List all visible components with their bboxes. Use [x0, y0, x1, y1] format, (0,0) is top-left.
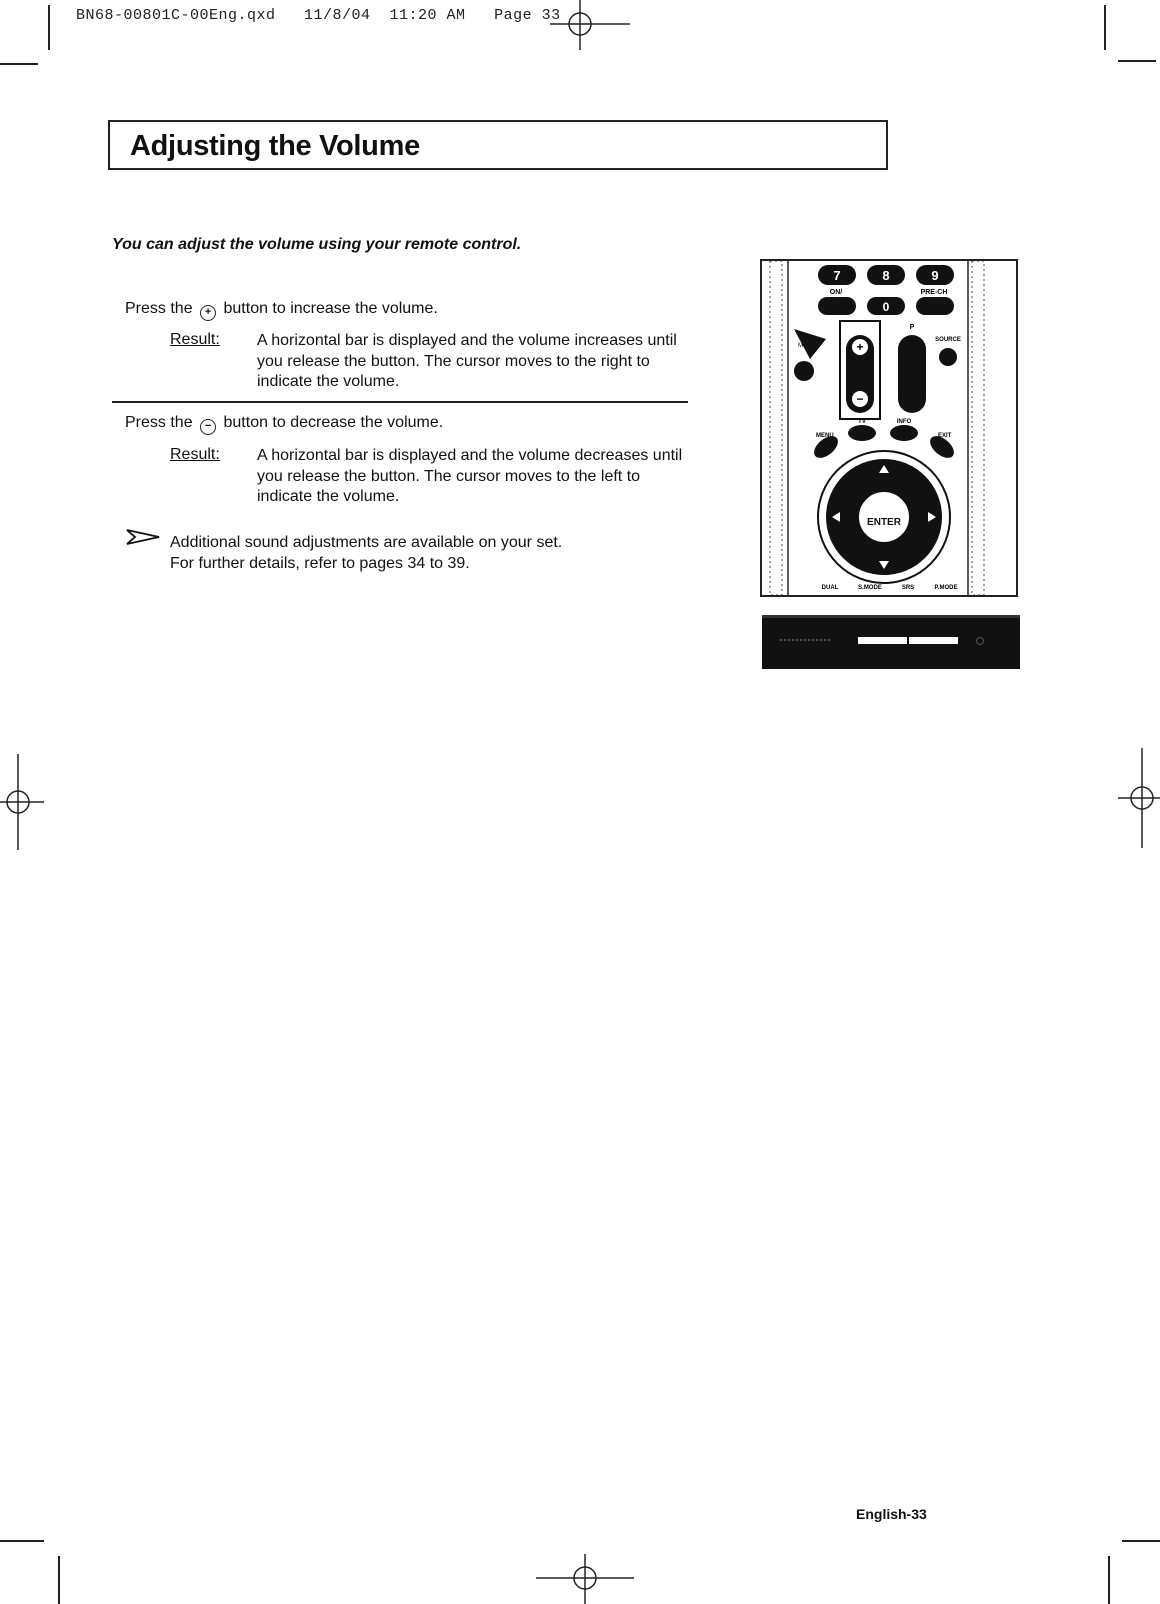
digit-0-label: 0 [882, 300, 890, 314]
crop-mark [1104, 5, 1106, 50]
step-2-result-label: Result: [170, 446, 220, 463]
pmode-label: P.MODE [934, 585, 958, 591]
srs-label: SRS [901, 585, 915, 591]
step-1-prefix: Press the [125, 300, 193, 317]
printer-slug: BN68-00801C-00Eng.qxd 11/8/04 11:20 AM Page 33 [76, 7, 561, 24]
volume-plus-glyph: + [856, 340, 864, 354]
digit-buttons-row [818, 265, 954, 285]
mute-label: MUTE [798, 343, 815, 349]
note-line-2: For further details, refer to pages 34 to 39. [170, 555, 470, 572]
registration-mark-right [1118, 748, 1160, 848]
crop-mark [1122, 1540, 1160, 1542]
crop-mark [1108, 1556, 1110, 1604]
tv-label: TV [858, 419, 866, 425]
remote-control-illustration [760, 259, 1018, 597]
volume-up-icon: + [200, 305, 216, 321]
channel-rocker [898, 335, 926, 413]
arrow-note-icon [125, 528, 161, 546]
crop-mark [0, 1540, 44, 1542]
info-label: INFO [896, 419, 912, 425]
step-1-result-text: A horizontal bar is displayed and the volume increases until you release the button. The cursor moves to the right to indicate the volume. [257, 332, 677, 390]
dual-label: DUAL [821, 585, 839, 591]
note-text [170, 532, 562, 574]
p-label: P [909, 324, 915, 331]
crop-mark [48, 5, 50, 50]
registration-mark-bottom [530, 1554, 640, 1604]
remote-control-drawing [762, 261, 1016, 595]
step-1-suffix: button to increase the volume. [223, 300, 438, 317]
volume-down-icon: − [200, 419, 216, 435]
step-divider [112, 401, 688, 403]
smode-label: S.MODE [858, 585, 882, 591]
digit-9-label: 9 [931, 268, 939, 283]
digit-8-label: 8 [882, 268, 890, 283]
step-2-prefix: Press the [125, 414, 193, 431]
note-line-1: Additional sound adjustments are available on your set. [170, 534, 563, 551]
crop-mark [0, 63, 38, 65]
registration-mark-left [0, 750, 44, 850]
step-1-result-label: Result: [170, 331, 220, 348]
volume-minus-glyph: − [856, 392, 864, 406]
step-2-suffix: button to decrease the volume. [223, 414, 444, 431]
title-box [108, 120, 888, 170]
step-2-result-text: A horizontal bar is displayed and the volume decreases until you release the button. The cursor moves to the left to indicate the volume. [257, 447, 683, 505]
step-1-instruction [125, 300, 438, 321]
menu-label: MENU [816, 433, 834, 439]
volume-osd-bar [762, 615, 1020, 669]
crop-mark [1118, 60, 1156, 62]
step-2-instruction [125, 414, 443, 435]
page-title: Adjusting the Volume [130, 130, 420, 162]
intro-text: You can adjust the volume using your remote control. [112, 236, 522, 253]
page-number: English-33 [856, 1506, 927, 1522]
source-label: SOURCE [935, 337, 961, 343]
exit-label: EXIT [938, 433, 952, 439]
crop-mark [58, 1556, 60, 1604]
registration-mark-top [540, 0, 630, 50]
enter-label: ENTER [867, 517, 901, 528]
pre-ch-label: PRE-CH [920, 289, 948, 296]
on-label: ON/ [829, 289, 843, 296]
digit-7-label: 7 [833, 268, 841, 283]
